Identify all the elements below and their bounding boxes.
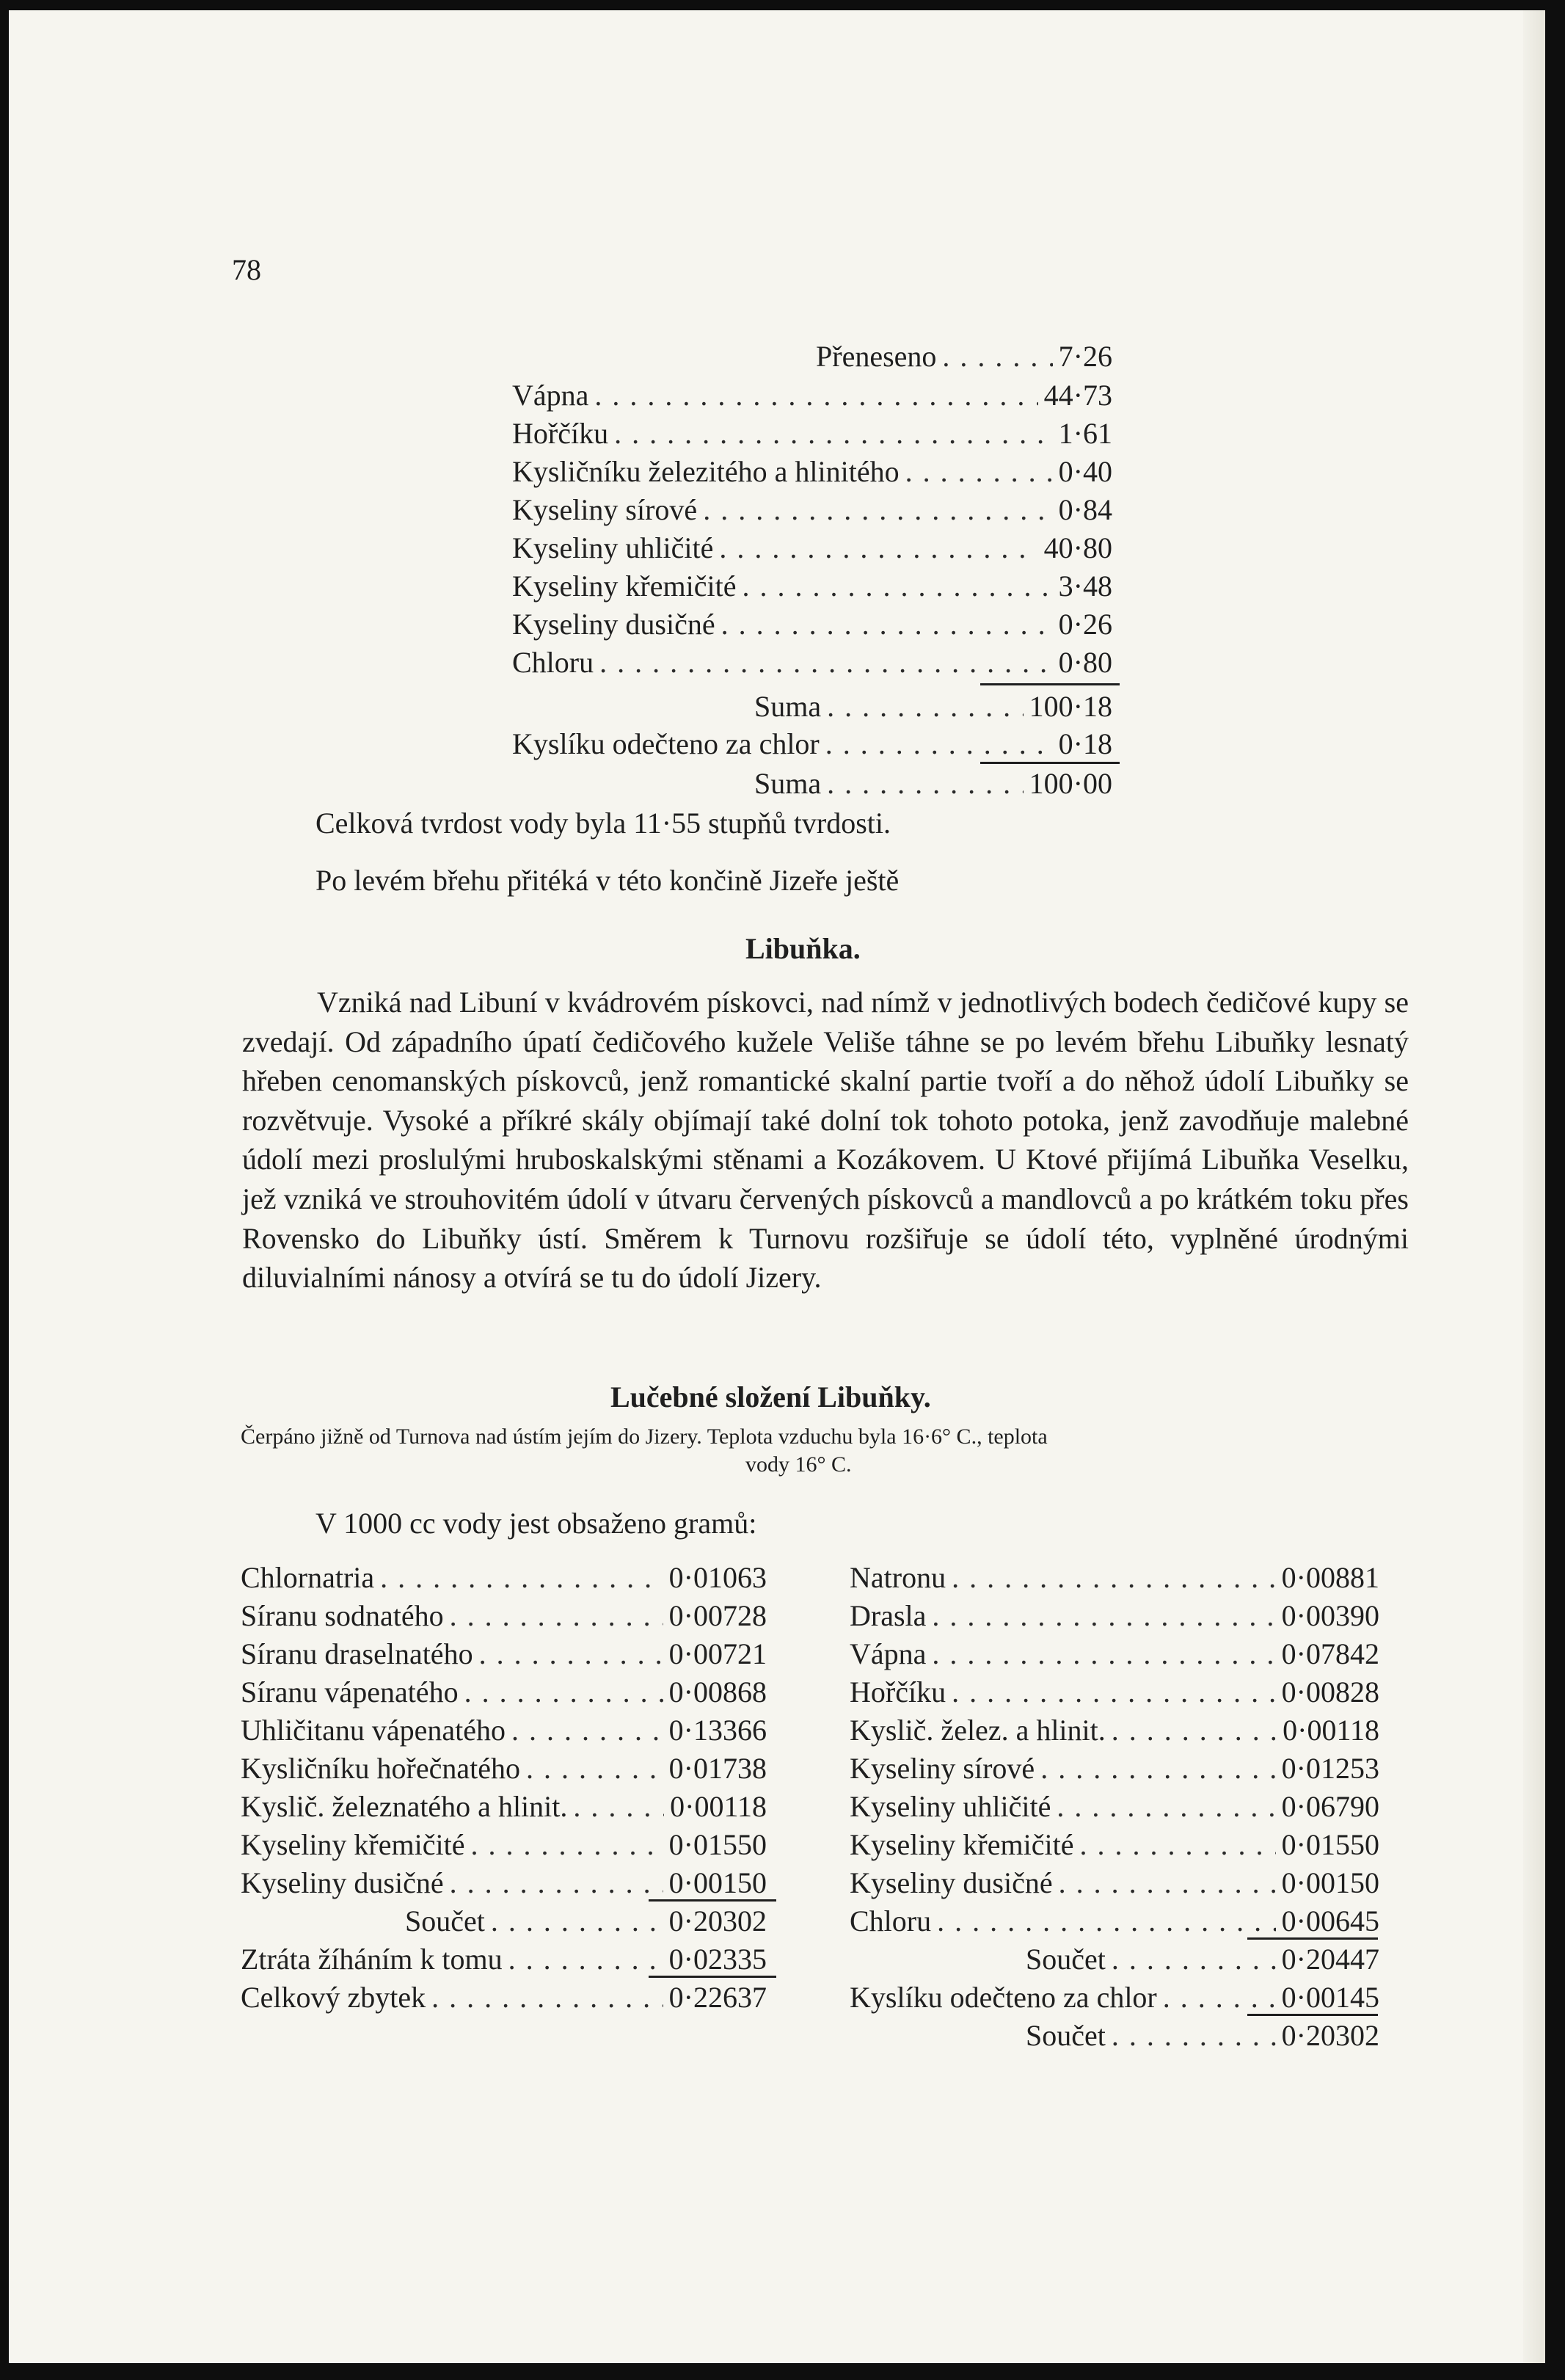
table1-row xyxy=(512,495,1112,525)
dot-leader xyxy=(932,1640,1275,1669)
row-label: Hořčíku xyxy=(850,1675,946,1708)
row-value: 0·26 xyxy=(1058,608,1112,641)
dot-leader xyxy=(1163,1983,1276,2012)
dot-leader xyxy=(952,1563,1276,1593)
dot-leader xyxy=(450,1601,663,1631)
row-value: 0·01738 xyxy=(668,1752,767,1785)
row-value: 0·00145 xyxy=(1281,1981,1379,2014)
right-row xyxy=(850,1904,1379,1937)
row-label: Kyseliny sírové xyxy=(850,1752,1035,1785)
row-label: Kyseliny křemičité xyxy=(241,1828,465,1861)
row-label: Natronu xyxy=(850,1561,946,1594)
left-row xyxy=(241,1563,767,1593)
page-edge xyxy=(1523,10,1545,2363)
row-value: 1·61 xyxy=(1058,417,1112,450)
row-label: Celkový zbytek xyxy=(241,1981,426,2014)
row-value: 0·00150 xyxy=(668,1866,767,1899)
left-row xyxy=(241,1830,767,1860)
row-label: Hořčíku xyxy=(512,417,609,450)
row-value: 0·06790 xyxy=(1281,1790,1379,1823)
row-value: 0·00118 xyxy=(1283,1714,1379,1747)
row-value: 0·00390 xyxy=(1281,1599,1379,1632)
row-label: Kyseliny dusičné xyxy=(241,1866,444,1899)
table1-row xyxy=(512,569,1112,603)
row-label: Kyslíku odečteno za chlor xyxy=(850,1981,1157,2014)
row-label: Chlornatria xyxy=(241,1561,375,1594)
row-label: Síranu vápenatého xyxy=(241,1675,459,1708)
row-label: Kyseliny dusičné xyxy=(512,608,715,641)
row-label: Kyslíku odečteno za chlor xyxy=(512,727,820,760)
dot-leader xyxy=(511,1716,663,1745)
row-value: 0·80 xyxy=(1058,646,1112,679)
carried-value: 7·26 xyxy=(1058,340,1112,373)
table1-row xyxy=(512,419,1112,448)
sum-label: Součet xyxy=(1026,2019,1106,2052)
dot-leader xyxy=(508,1945,663,1974)
right-row xyxy=(850,1830,1379,1860)
left-row xyxy=(241,1601,767,1631)
row-value: 0·01063 xyxy=(668,1561,767,1594)
right-row xyxy=(850,1563,1379,1593)
left-row xyxy=(241,1675,767,1708)
dot-leader xyxy=(479,1640,663,1669)
row-label: Kyslič. železnatého a hlinit. xyxy=(241,1790,568,1823)
row-label: Vápna xyxy=(850,1637,927,1670)
row-value: 0·00645 xyxy=(1281,1904,1379,1937)
body-paragraph: Vzniká nad Libuní v kvádrovém pískovci, nad nímž v jednotlivých bodech čedičové kupy se zvedají. Od západního úpatí čedičového kužele Veliše táhne se po levém břehu Libuňky lesnatý hřeben cenomanských pískovců, jenž romantické skalní partie tvoří a do něhož údolí Libuňky se rozvětvuje. Vysoké a příkré skály objímají také dolní tok tohoto potoka, jenž zavodňuje malebné údolí mezi proslulými hruboskalskými stěnami a Kozákovem. U Ktové přijímá Libuňka Veselku, jež vzniká ve strouhovitém údolí v útvaru červených pískovců a mandlovců a po krátkém toku přes Rovensko do Libuňky ústí. Směrem k Turnovu rozšiřuje se údolí této, vyplněné úrodnými diluvialními nánosy a otvírá se tu do údolí Jizery. xyxy=(242,986,1409,1295)
right-row xyxy=(850,1675,1379,1708)
dot-leader xyxy=(719,534,1037,563)
dot-leader xyxy=(380,1563,663,1593)
row-value: 0·01253 xyxy=(1281,1752,1379,1785)
left-row xyxy=(241,1716,767,1745)
row-label: Kyslič. želez. a hlinit. xyxy=(850,1714,1106,1747)
left-sum-row xyxy=(405,1904,767,1937)
dot-leader xyxy=(742,572,1052,601)
unit-line: V 1000 cc vody jest obsaženo gramů: xyxy=(315,1507,757,1540)
sum-rule xyxy=(649,1976,776,1978)
dot-leader xyxy=(599,648,1053,677)
book-page xyxy=(9,10,1545,2363)
sum-label: Suma xyxy=(754,690,822,723)
dot-leader xyxy=(1112,1945,1276,1974)
dot-leader xyxy=(431,1983,663,2012)
row-value: 44·73 xyxy=(1043,379,1112,412)
right-oxygen-row xyxy=(850,1983,1379,2012)
right-row xyxy=(850,1637,1379,1670)
dot-leader xyxy=(952,1678,1276,1707)
sum-label: Suma xyxy=(754,767,822,800)
row-value: 0·84 xyxy=(1058,493,1112,526)
sum1-row xyxy=(754,692,1112,721)
dot-leader xyxy=(1057,1792,1275,1822)
row-label: Chloru xyxy=(850,1904,932,1937)
row-label: Drasla xyxy=(850,1599,927,1632)
row-label: Kysličníku železitého a hlinitého xyxy=(512,455,900,488)
dot-leader xyxy=(932,1601,1275,1631)
table1-row xyxy=(512,648,1112,677)
dot-leader xyxy=(721,610,1053,639)
analysis-note: Čerpáno jižně od Turnova nad ústím jejím do Jizery. Teplota vzduchu byla 16·6° C., teplota xyxy=(241,1424,1048,1449)
dot-leader xyxy=(905,457,1053,487)
carried-label: Přeneseno xyxy=(816,340,937,373)
sum-value: 100·18 xyxy=(1029,690,1112,723)
row-label: Kyseliny dusičné xyxy=(850,1866,1053,1899)
sum-label: Součet xyxy=(1026,1943,1106,1976)
table1-row xyxy=(512,531,1112,564)
dot-leader xyxy=(491,1907,663,1936)
row-value: 3·48 xyxy=(1058,569,1112,603)
row-label: Kyseliny křemičité xyxy=(512,569,737,603)
dot-leader xyxy=(573,1792,664,1822)
sum2-row xyxy=(754,769,1112,798)
left-row xyxy=(241,1637,767,1670)
right-row xyxy=(850,1716,1379,1745)
row-label: Kyseliny křemičité xyxy=(850,1828,1074,1861)
row-label: Kyseliny sírové xyxy=(512,493,698,526)
dot-leader xyxy=(470,1830,663,1860)
row-value: 0·00828 xyxy=(1281,1675,1379,1708)
left-row xyxy=(241,1868,767,1898)
dot-leader xyxy=(1112,1716,1277,1745)
row-value: 0·07842 xyxy=(1281,1637,1379,1670)
sum-label: Součet xyxy=(405,1904,485,1937)
dot-leader xyxy=(942,342,1052,371)
row-label: Kyseliny uhličité xyxy=(512,531,714,564)
row-value: 0·01550 xyxy=(668,1828,767,1861)
row-label: Chloru xyxy=(512,646,594,679)
sum-rule xyxy=(1247,2014,1378,2016)
hardness-line: Celková tvrdost vody byla 11·55 stupňů tvrdosti. xyxy=(315,807,891,840)
row-value: 0·22637 xyxy=(668,1981,767,2014)
page-number: 78 xyxy=(232,253,261,286)
row-value: 40·80 xyxy=(1043,531,1112,564)
sum-value: 0·20302 xyxy=(1281,2019,1379,2052)
analysis-title: Lučebné složení Libuňky. xyxy=(610,1380,931,1413)
sum-rule xyxy=(980,683,1120,685)
right-sum2-row xyxy=(1026,2021,1379,2050)
table1-row xyxy=(512,381,1112,410)
dot-leader xyxy=(1079,1830,1275,1860)
section-title: Libuňka. xyxy=(745,932,861,965)
row-label: Kysličníku hořečnatého xyxy=(241,1752,520,1785)
dot-leader xyxy=(526,1754,663,1783)
dot-leader xyxy=(827,769,1024,798)
row-value: 0·00150 xyxy=(1281,1866,1379,1899)
dot-leader xyxy=(614,419,1053,448)
dot-leader xyxy=(1112,2021,1276,2050)
sum-value: 0·20447 xyxy=(1281,1943,1379,1976)
right-row xyxy=(850,1868,1379,1898)
right-row xyxy=(850,1601,1379,1631)
row-value: 0·40 xyxy=(1058,455,1112,488)
dot-leader xyxy=(827,692,1024,721)
row-value: 0·13366 xyxy=(668,1714,767,1747)
left-row xyxy=(241,1754,767,1783)
row-value: 0·01550 xyxy=(1281,1828,1379,1861)
dot-leader xyxy=(1040,1754,1275,1783)
row-label: Ztráta žíháním k tomu xyxy=(241,1943,503,1976)
left-row xyxy=(241,1792,767,1822)
intro-line: Po levém břehu přitéká v této končině Jizeře ještě xyxy=(315,864,900,897)
sum-value: 0·20302 xyxy=(668,1904,767,1937)
row-value: 0·02335 xyxy=(668,1943,767,1976)
dot-leader xyxy=(1059,1868,1276,1898)
sum-rule xyxy=(980,762,1120,764)
table1-row xyxy=(512,457,1112,487)
sum-value: 100·00 xyxy=(1029,767,1112,800)
sum-rule xyxy=(1247,1937,1378,1940)
table1-row xyxy=(512,610,1112,639)
row-value: 0·00118 xyxy=(670,1790,767,1823)
row-value: 0·00721 xyxy=(668,1637,767,1670)
oxygen-row xyxy=(512,729,1112,759)
row-value: 0·00881 xyxy=(1281,1561,1379,1594)
row-label: Kyseliny uhličité xyxy=(850,1790,1051,1823)
right-row xyxy=(850,1754,1379,1783)
dot-leader xyxy=(825,729,1053,759)
dot-leader xyxy=(937,1907,1276,1936)
dot-leader xyxy=(703,495,1052,525)
right-row xyxy=(850,1792,1379,1822)
row-label: Vápna xyxy=(512,379,589,412)
row-value: 0·00868 xyxy=(668,1675,767,1708)
left-loss-row xyxy=(241,1945,767,1974)
carried-row xyxy=(816,342,1112,371)
row-value: 0·18 xyxy=(1058,727,1112,760)
row-label: Síranu draselnatého xyxy=(241,1637,473,1670)
dot-leader xyxy=(450,1868,663,1898)
analysis-note-2: vody 16° C. xyxy=(745,1452,852,1477)
row-label: Síranu sodnatého xyxy=(241,1599,444,1632)
left-total-row xyxy=(241,1983,767,2012)
row-value: 0·00728 xyxy=(668,1599,767,1632)
dot-leader xyxy=(594,381,1037,410)
sum-rule xyxy=(649,1899,776,1902)
row-label: Uhličitanu vápenatého xyxy=(241,1714,506,1747)
dot-leader xyxy=(464,1678,663,1707)
right-sum1-row xyxy=(1026,1945,1379,1974)
